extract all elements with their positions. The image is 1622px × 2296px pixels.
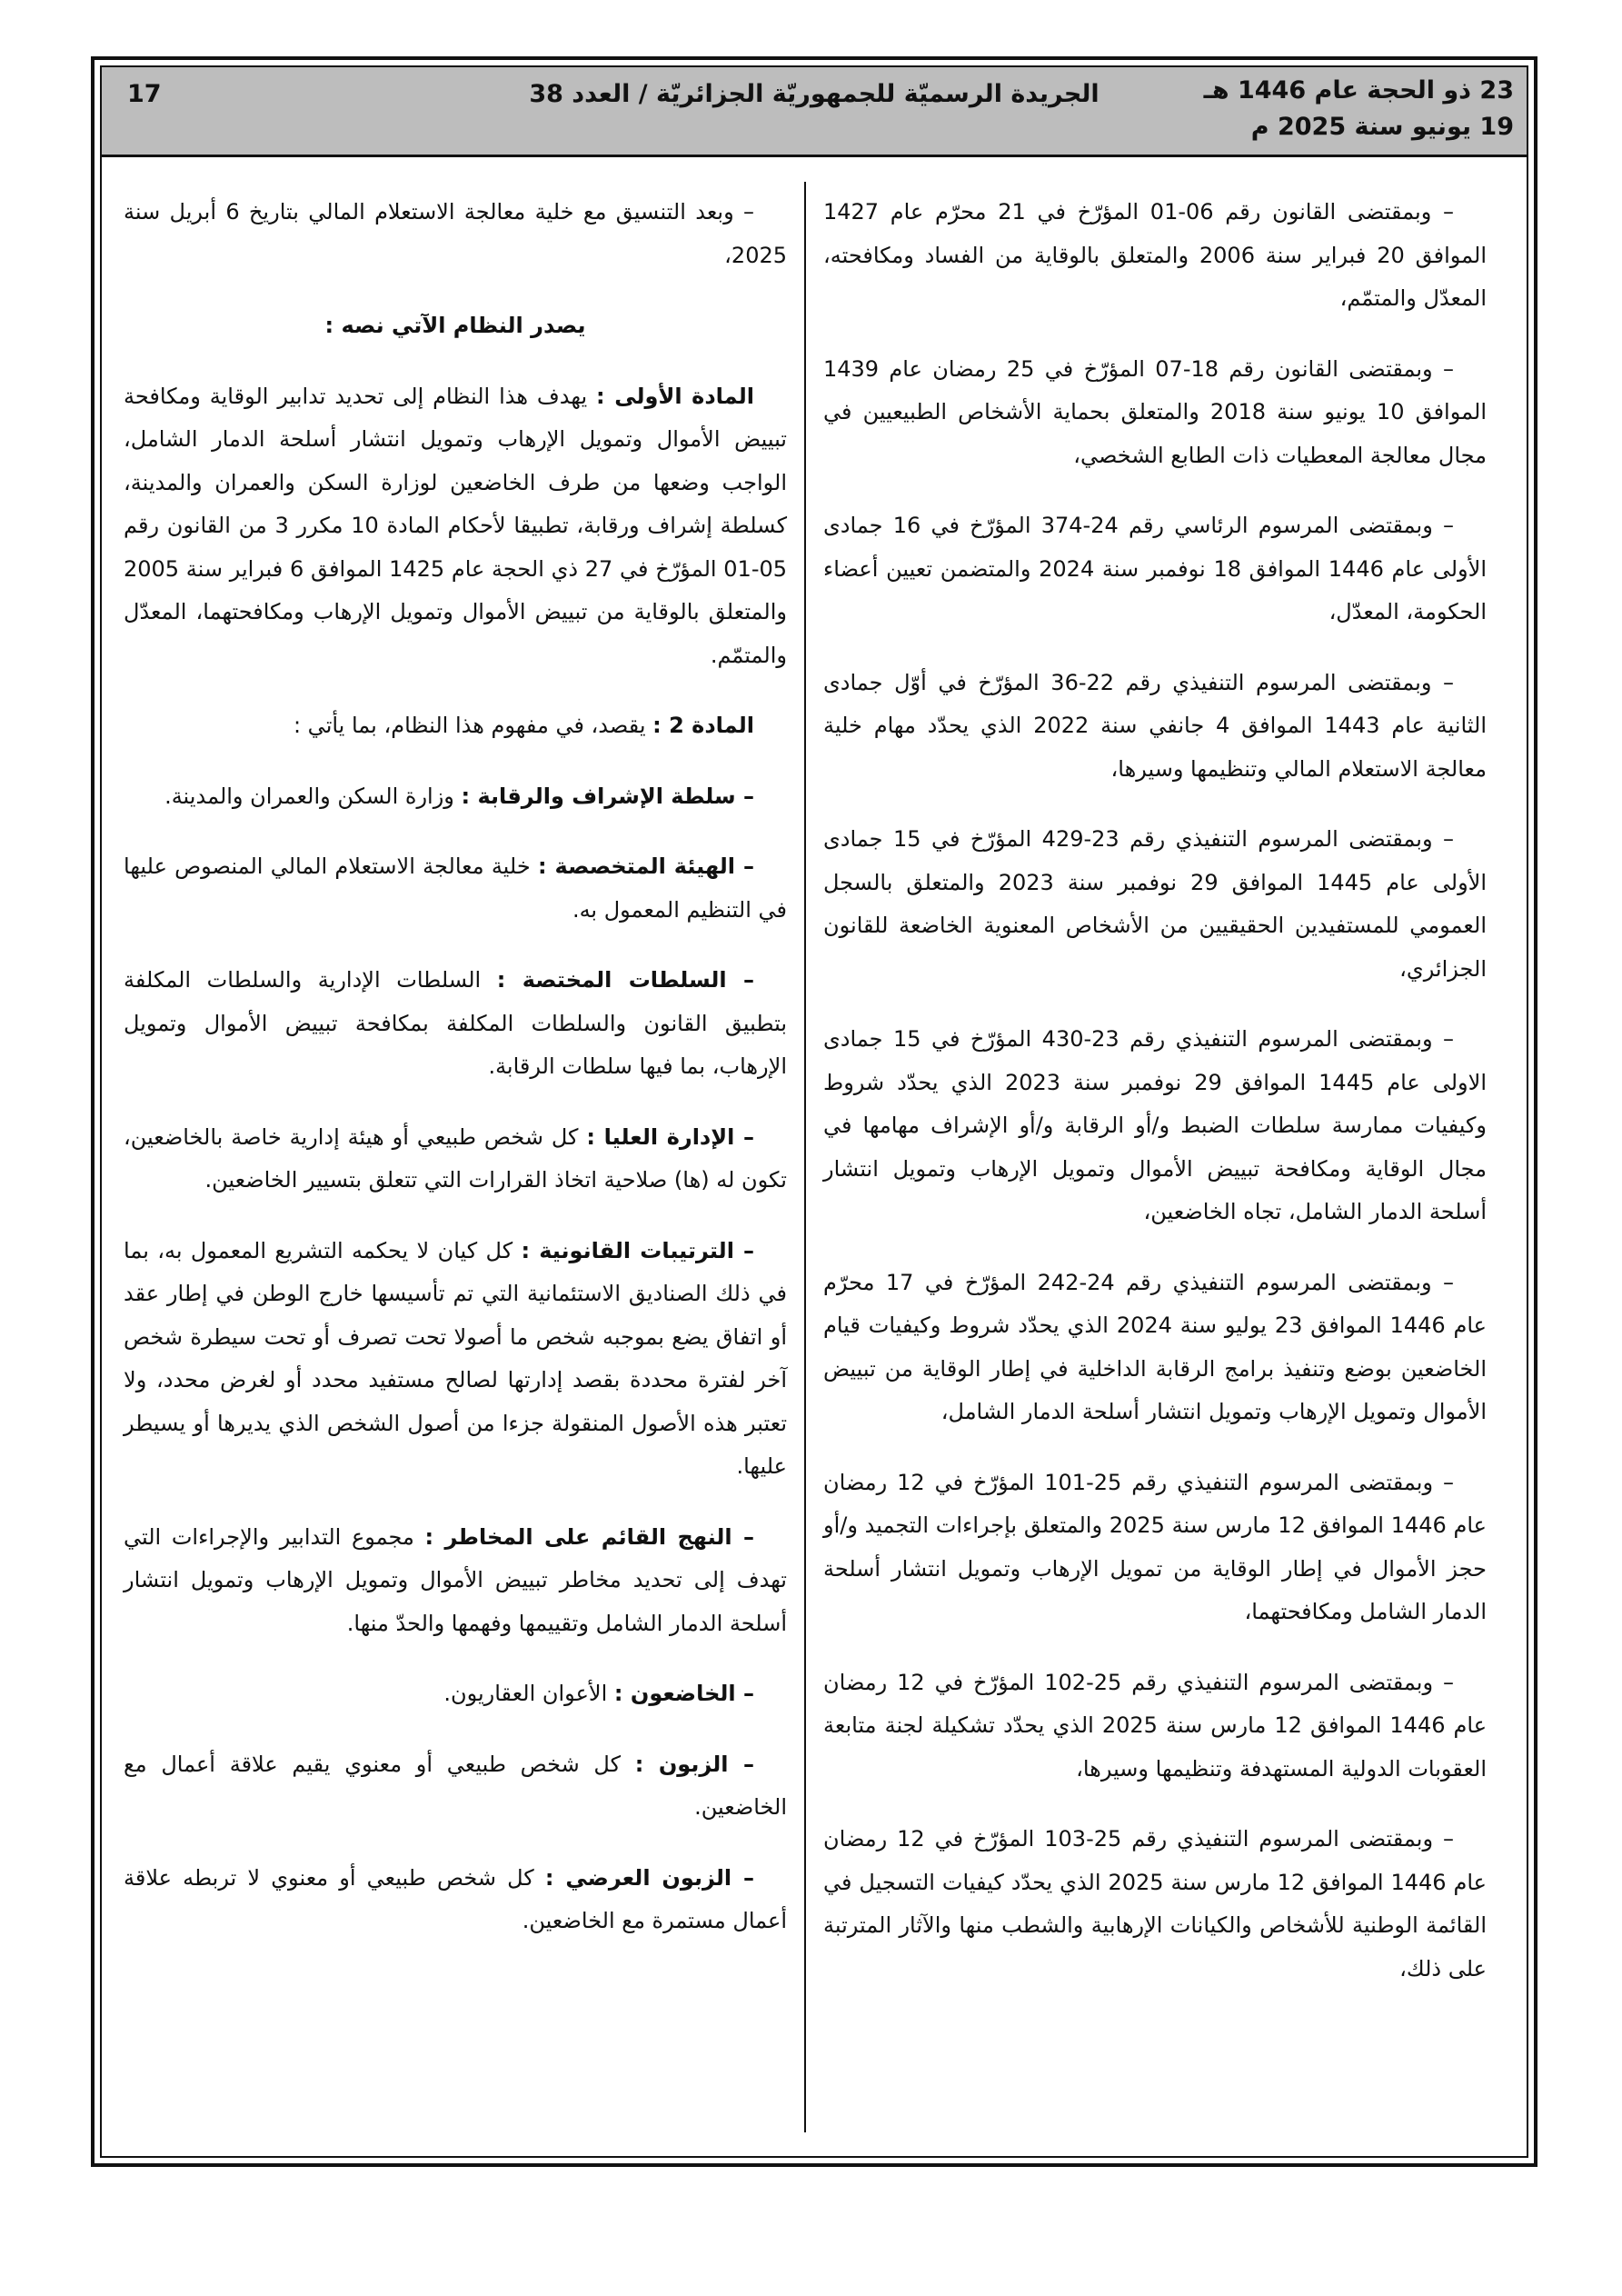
page-number: 17 (127, 80, 162, 108)
definition (124, 1516, 787, 1646)
citation-paragraph: – وبمقتضى المرسوم التنفيذي رقم 25-102 المؤرّخ في 12 رمضان عام 1446 الموافق 12 مارس سنة 2025 الذي يحدّد تشكيلة لجنة متابعة العقوبات الدولية المستهدفة وتنظيمها وسيرها، (823, 1669, 1488, 1782)
hijri-date: 23 ذو الحجة عام 1446 هـ (1203, 76, 1514, 105)
citation-paragraph: – وبمقتضى المرسوم التنفيذي رقم 23-429 المؤرّخ في 15 جمادى الأولى عام 1445 الموافق 29 نوفمبر سنة 2023 والمتعلق بالسجل العمومي للمستفيدين الحقيقيين من الأشخاص المعنوية الخاضعة للقانون الجزائري، (823, 826, 1488, 982)
citation-paragraph: – وبمقتضى القانون رقم 06-01 المؤرّخ في 21 محرّم عام 1427 الموافق 20 فبراير سنة 2006 والمتعلق بالوقاية من الفساد ومكافحته، المعدّل والمتمّم، (823, 199, 1488, 311)
citation-paragraph: – وبمقتضى المرسوم التنفيذي رقم 24-242 المؤرّخ في 17 محرّم عام 1446 الموافق 23 يوليو سنة 2024 الذي يحدّد شروط وكيفيات قيام الخاضعين بوضع وتنفيذ برامج الرقابة الداخلية في إطار الوقاية من تبييض الأموال وتمويل الإرهاب وتمويل انتشار أسلحة الدمار الشامل، (823, 1269, 1488, 1424)
definition-text: خلية معالجة الاستعلام المالي المنصوص عليها في التنظيم المعمول به. (124, 854, 787, 923)
citation-paragraph: – وبمقتضى المرسوم الرئاسي رقم 24-374 المؤرّخ في 16 جمادى الأولى عام 1446 الموافق 18 نوفمبر سنة 2024 والمتضمن تعيين أعضاء الحكومة، المعدّل، (823, 513, 1487, 624)
article-text: يهدف هذا النظام إلى تحديد تدابير الوقاية ومكافحة تبييض الأموال وتمويل الإرهاب وتمويل انتشار أسلحة الدمار الشامل، الواجب وضعها من طرف الخاضعين لوزارة السكن والعمران والمدينة، كسلطة إشراف ورقابة، تطبيقا لأحكام المادة 10 مكرر 3 من القانون رقم 05-01 المؤرّخ في 27 ذي الحجة عام 1425 الموافق 6 فبراير سنة 2005 والمتعلق بالوقاية من تبييض الأموال وتمويل الإرهاب ومكافحتهما، المعدّل والمتمّم. (124, 383, 788, 668)
definition-term: – الزبون العرضي : (544, 1864, 755, 1891)
definition-text: كل شخص طبيعي أو معنوي يقيم علاقة أعمال مع الخاضعين. (124, 1751, 787, 1820)
definition-term: – سلطة الإشراف والرقابة : (461, 783, 754, 809)
journal-title: الجريدة الرسميّة للجمهوريّة الجزائريّة / العدد 38 (529, 80, 1100, 108)
definition-term: – الإدارة العليا : (586, 1123, 755, 1150)
right-column (823, 191, 1487, 2018)
citation-paragraph: – وبمقتضى المرسوم التنفيذي رقم 25-103 المؤرّخ في 12 رمضان عام 1446 الموافق 12 مارس سنة 2025 الذي يحدّد كيفيات التسجيل في القائمة الوطنية للأشخاص والكيانات الإرهابية والشطب منها والآثار المترتبة على ذلك، (823, 1826, 1488, 1982)
definition (124, 959, 787, 1089)
definition-term: – الخاضعون : (613, 1681, 754, 1706)
definition (124, 775, 787, 819)
definition-text: كل شخص طبيعي أو معنوي لا تربطه علاقة أعمال مستمرة مع الخاضعين. (124, 1864, 787, 1933)
definition-text: كل كيان لا يحكمه التشريع المعمول به، بما في ذلك الصناديق الاستئمانية التي تم تأسيسها خارج الوطن في إطار عقد أو اتفاق يضع بموجبه شخص ما أصولا تحت تصرف أو تحت سيطرة شخص آخر لفترة محددة بقصد إدارتها لصالح مستفيد محدد أو لغرض محدد، ولا تعتبر هذه الأصول المنقولة جزءا من أصول الشخص الذي يديرها أو يسيطر عليها. (124, 1237, 787, 1479)
page-header (102, 67, 1527, 157)
left-column (124, 191, 787, 1971)
article-1 (124, 375, 787, 678)
definition (124, 1230, 787, 1489)
citation-paragraph: – وبمقتضى المرسوم التنفيذي رقم 23-430 المؤرّخ في 15 جمادى الاولى عام 1445 الموافق 29 نوفمبر سنة 2023 الذي يحدّد شروط وكيفيات ممارسة سلطات الضبط و/أو الرقابة و/أو الإشراف مهامها في مجال الوقاية ومكافحة تبييض الأموال وتمويل الإرهاب وتمويل انتشار أسلحة الدمار الشامل، تجاه الخاضعين، (823, 1026, 1487, 1224)
definition (124, 1743, 787, 1830)
coordination-paragraph: – وبعد التنسيق مع خلية معالجة الاستعلام المالي بتاريخ 6 أبريل سنة 2025، (124, 199, 787, 268)
definition-term: – الزبون : (634, 1751, 754, 1777)
definition-term: – الترتيبات القانونية : (521, 1237, 754, 1263)
definition-text: السلطات الإدارية والسلطات المكلفة بتطبيق القانون والسلطات المكلفة بمكافحة تبييض الأموال وتمويل الإرهاب، بما فيها سلطات الرقابة. (124, 967, 787, 1079)
article-2 (124, 704, 787, 748)
definition-term: – النهج القائم على المخاطر : (424, 1523, 754, 1550)
article-text: يقصد، في مفهوم هذا النظام، بما يأتي : (293, 713, 653, 738)
definition (124, 1672, 787, 1716)
definition (124, 1857, 787, 1943)
definition-text: كل شخص طبيعي أو هيئة إدارية خاصة بالخاضعين، تكون له (ها) صلاحية اتخاذ القرارات التي تتعلق بتسيير الخاضعين. (124, 1123, 787, 1193)
definition (124, 845, 787, 932)
decree-heading: يصدر النظام الآتي نصه : (324, 313, 586, 338)
article-label: المادة 2 : (652, 713, 754, 738)
citation-paragraph: – وبمقتضى المرسوم التنفيذي رقم 25-101 المؤرّخ في 12 رمضان عام 1446 الموافق 12 مارس سنة 2025 والمتعلق بإجراءات التجميد و/أو حجز الأموال في إطار الوقاية من تمويل الإرهاب وتمويل انتشار أسلحة الدمار الشامل ومكافحتهما، (823, 1469, 1487, 1624)
definition-text: مجموع التدابير والإجراءات التي تهدف إلى تحديد مخاطر تبييض الأموال وتمويل الإرهاب وتمويل انتشار أسلحة الدمار الشامل وتقييمها وفهمها والحدّ منها. (124, 1523, 787, 1636)
gregorian-date: 19 يونيو سنة 2025 م (1250, 113, 1514, 141)
column-divider (804, 182, 806, 2132)
citation-paragraph: – وبمقتضى القانون رقم 18-07 المؤرّخ في 25 رمضان عام 1439 الموافق 10 يونيو سنة 2018 والمتعلق بحماية الأشخاص الطبيعيين في مجال معالجة المعطيات ذات الطابع الشخصي، (823, 355, 1487, 468)
definition-text: الأعوان العقاريون. (443, 1681, 614, 1706)
article-label: المادة الأولى : (596, 383, 754, 409)
citation-paragraph: – وبمقتضى المرسوم التنفيذي رقم 22-36 المؤرّخ في أوّل جمادى الثانية عام 1443 الموافق 4 جانفي سنة 2022 الذي يحدّد مهام خلية معالجة الاستعلام المالي وتنظيمها وسيرها، (823, 669, 1487, 782)
definition-text: وزارة السكن والعمران والمدينة. (164, 783, 462, 809)
definition-term: – الهيئة المتخصصة : (537, 854, 754, 879)
definition (124, 1116, 787, 1203)
definition-term: – السلطات المختصة : (496, 967, 754, 993)
